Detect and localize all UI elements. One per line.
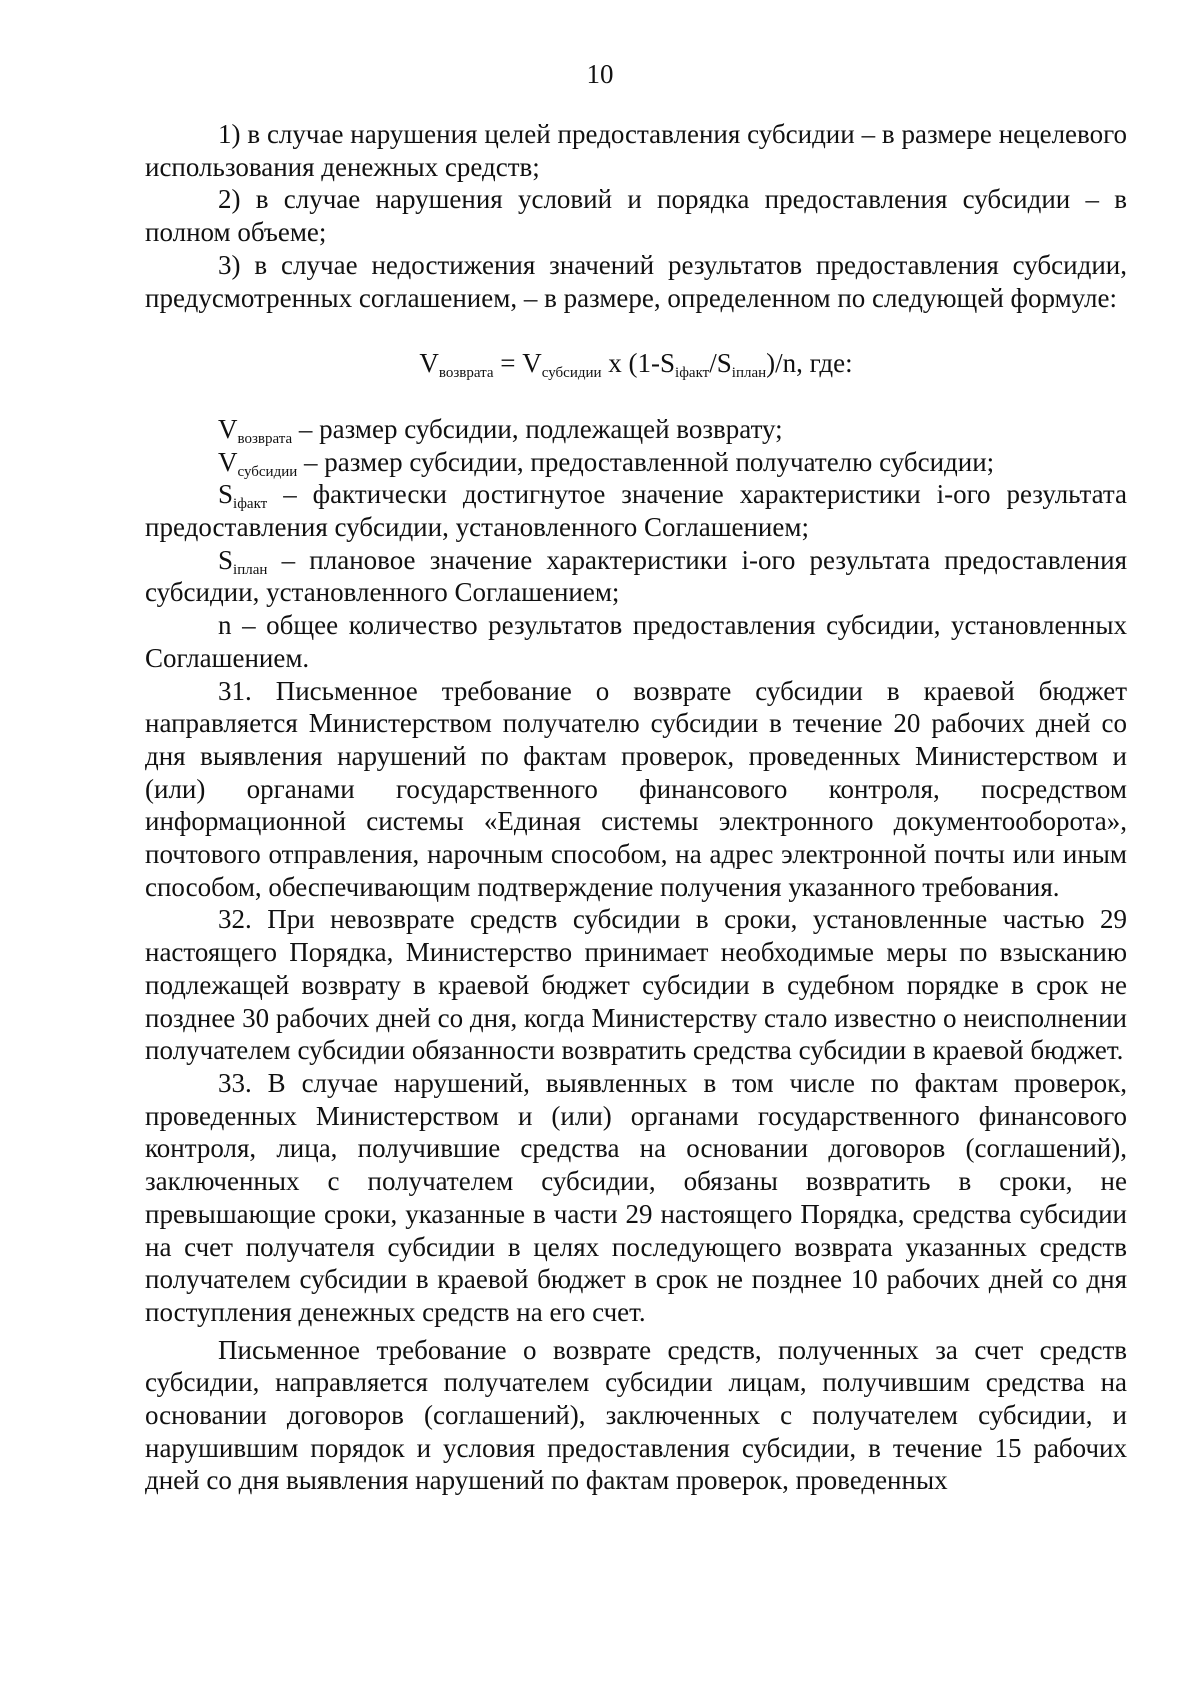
definition-symbol: V xyxy=(218,446,238,477)
definition-s-plan xyxy=(145,544,1127,609)
definition-subscript: субсидии xyxy=(237,463,298,480)
section-33-continuation: Письменное требование о возврате средств, полученных за счет средств субсидии, направляется получателем субсидии лицам, получившим средства на основании договоров (соглашений), заключенных с получателем субсидии, и нарушившим порядок и условия предоставления субсидии, в течение 15 рабочих дней со дня выявления нарушений по фактам проверок, проведенных xyxy=(145,1334,1127,1496)
definition-n: n – общее количество результатов предоставления субсидии, установленных Соглашением. xyxy=(145,610,1127,673)
formula-v-subsidy-subscript: субсидии xyxy=(541,365,602,382)
section-32: 32. При невозврате средств субсидии в сроки, установленные частью 29 настоящего Порядка, Министерство принимает необходимые меры по взысканию подлежащей возврату в краевой бюджет субсидии в судебном порядке в срок не позднее 30 рабочих дней со дня, когда Министерству стало известно о неисполнении получателем субсидии обязанности возвратить средства субсидии в краевой бюджет. xyxy=(145,904,1127,1066)
formula-v-symbol: V xyxy=(419,348,439,379)
definition-subscript: iплан xyxy=(233,561,268,578)
definition-subscript: iфакт xyxy=(233,496,268,513)
formula-v-return-subscript: возврата xyxy=(438,365,494,382)
formula-middle: x (1-S xyxy=(601,348,676,379)
definition-v-subsidy xyxy=(145,446,1127,479)
definition-symbol: S xyxy=(218,544,234,575)
definition-s-fact xyxy=(145,478,1127,543)
section-33: 33. В случае нарушений, выявленных в том числе по фактам проверок, проведенных Министерством и (или) органами государственного финансового контроля, лица, получившие средства на основании договоров (соглашений), заключенных с получателем субсидии, обязаны возвратить в сроки, не превышающие сроки, указанные в части 29 настоящего Порядка, средства субсидии на счет получателя субсидии в целях последующего возврата указанных средств получателем субсидии в краевой бюджет в срок не позднее 10 рабочих дней со дня поступления денежных средств на его счет. xyxy=(145,1067,1127,1327)
paragraph-case-3: 3) в случае недостижения значений результатов предоставления субсидии, предусмотренных соглашением, – в размере, определенном по следующей формуле: xyxy=(145,249,1127,313)
definition-text: – плановое значение характеристики i-ого результата предоставления субсидии, установленного Соглашением; xyxy=(145,544,1127,608)
section-31: 31. Письменное требование о возврате субсидии в краевой бюджет направляется Министерством получателю субсидии в течение 20 рабочих дней со дня выявления нарушений по фактам проверок, проведенных Министерством и (или) органами государственного финансового контроля, посредством информационной системы «Единая системы электронного документооборота», почтового отправления, нарочным способом, на адрес электронной почты или иным способом, обеспечивающим подтверждение получения указанного требования. xyxy=(145,675,1127,902)
paragraph-case-1: 1) в случае нарушения целей предоставления субсидии – в размере нецелевого использования денежных средств; xyxy=(145,119,1127,182)
formula-s-fact-subscript: iфакт xyxy=(675,365,710,382)
formula-slash: /S xyxy=(709,348,732,379)
definition-symbol: S xyxy=(218,479,234,510)
document-body xyxy=(145,118,1127,1497)
page-number: 10 xyxy=(586,59,614,89)
definition-text: – размер субсидии, подлежащей возврату; xyxy=(292,413,783,444)
formula-s-plan-subscript: iплан xyxy=(731,365,767,382)
paragraph-case-2: 2) в случае нарушения условий и порядка предоставления субсидии – в полном объеме; xyxy=(145,184,1127,248)
formula-equals: = xyxy=(493,348,523,379)
definition-subscript: возврата xyxy=(237,430,293,447)
definition-v-return xyxy=(145,413,1127,446)
formula-tail: )/n, где: xyxy=(766,348,853,379)
definition-text: – размер субсидии, предоставленной получателю субсидии; xyxy=(297,446,995,477)
return-formula xyxy=(145,347,1127,380)
definition-text: – фактически достигнутое значение характеристики i-ого результата предоставления субсидии, установленного Соглашением; xyxy=(145,479,1127,543)
definition-symbol: V xyxy=(218,413,238,444)
formula-v2-symbol: V xyxy=(522,348,542,379)
